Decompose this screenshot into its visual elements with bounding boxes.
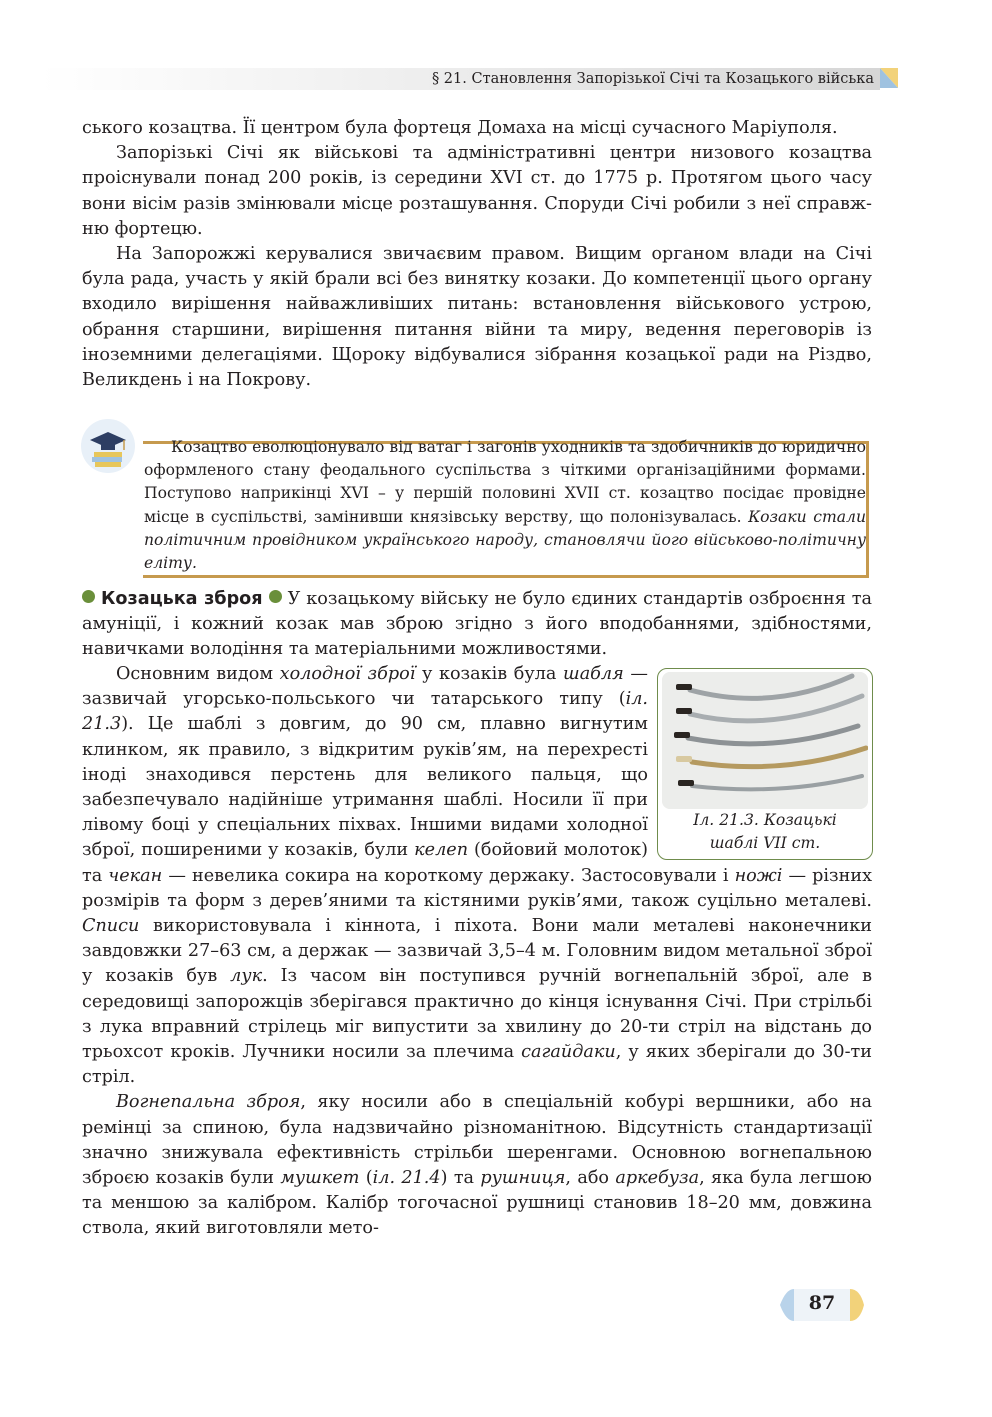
- figure-caption-line-2: шаблі VII ст.: [709, 834, 821, 852]
- paragraph-1: ського козацтва. Її центром була фортеця Домаха на місці сучасного Маріуполя.: [82, 118, 838, 138]
- graduation-cap-icon: [80, 418, 136, 474]
- paragraph-3: На Запорожжі керувалися звичаєвим правом. Вищим органом влади на Січі була рада, участь у якій брали всі без винятку козаки. До компетенції цього органу входило вирішення найважливіших питань: встановлення військового устрою, обрання старшини, вирішення питання війни та миру, ведення переговорів із іноземними делегаціями. Щороку відбувалися зібрання козацької ради на Різдво, Великдень і на Покрову.: [82, 244, 872, 391]
- text-run: Основним видом: [116, 664, 280, 684]
- top-text-block: [82, 116, 872, 393]
- header-corner-mark: [880, 68, 898, 88]
- figure-reference: іл. 21.3: [82, 689, 648, 735]
- figure-caption-line-1: Іл. 21.3. Козацькі: [693, 811, 837, 829]
- text-run: використовувала і кіннота, і піхота. Вони мали металеві наконечники завдовжки 27–63 см, а держак — зазвичай 3,5–4 м. Головним видом метальної зброї у козаків був: [82, 916, 872, 987]
- info-box: [144, 436, 866, 575]
- text-run: , у яких зберігали до 30-ти стріл.: [82, 1042, 872, 1088]
- info-box-text: [144, 436, 866, 575]
- paragraph-2: Запорізькі Січі як військові та адміністративні центри низового козацтва проіснували понад 200 років, із середини XVI ст. до 1775 р. Протягом цього часу вони вісім разів змінювали місце розташування. Споруди Січі робили з неї справж-ню фортецю.: [82, 143, 872, 239]
- section-intro-text: У козацькому війську не було єдиних стандартів озброєння та амуніції, і кожний козак мав зброю згідно з його вподобаннями, здібностями, навичками володіння та матеріальними можливостями.: [82, 589, 873, 660]
- text-run: — зазвичай угорсько-польського чи татарського типу (: [82, 664, 648, 710]
- text-run: — різних розмірів та форм з дерев’яними та кістяними руків’ями, також суцільно металеві.: [82, 865, 872, 911]
- text-run: ). Це шаблі з довгим, до 90 см, плавно вигнутим клинком, як правило, з відкритим руків’ям, на перехресті іноді знаходився перстень для великого пальця, що забезпечувало надійніше утримання шаблі. Носили її при лівому боці у спеціальних піхвах. Іншими видами холодної зброї, поширеними у козаків, були: [82, 714, 648, 861]
- text-run: , або: [565, 1168, 616, 1189]
- italic-term: Списи: [82, 916, 140, 937]
- info-box-italic: Козаки стали політичним провідником українського народу, становлячи його військово-політичну еліту.: [144, 507, 867, 573]
- italic-term: мушкет: [280, 1168, 360, 1189]
- firearms-paragraph: [82, 1090, 872, 1241]
- section-heading: Козацька зброя: [101, 589, 263, 609]
- figure-reference: іл. 21.4: [372, 1168, 441, 1189]
- text-run: у козаків була: [415, 664, 564, 684]
- text-run: , яка була легшою та меншою за калібром. Калібр тогочасної рушниці становив 18–20 мм, довжина ствола, який виготовляли мето-: [82, 1168, 873, 1239]
- section-intro: [82, 587, 872, 663]
- text-run: ) та: [440, 1168, 481, 1189]
- text-run: — невелика сокира на короткому держаку. Застосовували і: [162, 865, 735, 886]
- text-run: , яку носили або в спеціальній кобурі вершники, або на ремінці за спиною, була надзвичайно різноманітною. Відсутність стандартизації значно знижувала ефективність стрільби шеренгами. Основною вогнепальною зброєю козаків були: [82, 1092, 872, 1189]
- italic-term: шабля: [563, 664, 624, 684]
- running-title: § 21. Становлення Запорізької Січі та Козацького війська: [431, 71, 874, 87]
- text-run: . Із часом він поступився ручній вогнепальній зброї, але в середовищі запорожців зберігався практично до кінця існування Січі. При стрільбі з лука вправний стрілець міг випустити за хвилину до 20-ти стріл на відстань до трьохсот кроків. Лучники носили за плечима: [82, 966, 872, 1063]
- bullet-dot-icon: [269, 590, 282, 603]
- page-number-badge: [780, 1287, 864, 1323]
- bullet-dot-icon: [82, 590, 95, 603]
- figure-spacer: [648, 662, 872, 862]
- page-number: 87: [808, 1292, 836, 1314]
- italic-term: чекан: [108, 865, 163, 886]
- italic-term: рушниця: [480, 1168, 566, 1189]
- italic-term: ножі: [734, 865, 783, 886]
- italic-term: сагайдаки: [521, 1042, 616, 1063]
- info-box-main: Козацтво еволюціонувало від ватаг і загонів уходників та здобичників до юридично оформленого стану феодального суспільства з чіткими організаційними формами. Поступово наприкінці XVI – у першій половині XVII ст. козацтво посідає провідне місце в суспільстві, замінивши князівську верству, що полонізувалась.: [144, 438, 866, 526]
- italic-term: аркебуза: [615, 1168, 700, 1189]
- italic-term: Вогнепальна зброя: [116, 1092, 301, 1113]
- section-paragraph: [82, 587, 872, 663]
- text-run: (бойовий молоток) та: [82, 840, 648, 886]
- weapons-text-block: [82, 662, 872, 1242]
- text-run: (: [359, 1168, 373, 1189]
- italic-term: лук: [230, 966, 263, 987]
- italic-term: келеп: [414, 840, 469, 861]
- italic-term: холодної зброї: [279, 664, 416, 684]
